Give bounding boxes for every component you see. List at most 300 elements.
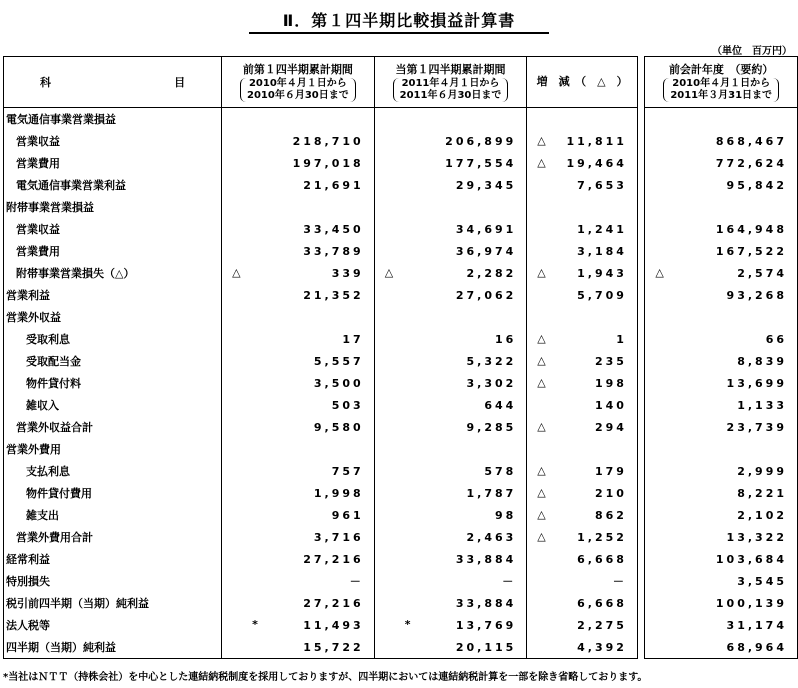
value-c [527, 526, 638, 548]
column-gap [637, 196, 644, 218]
value-d [645, 570, 798, 592]
row-label: 受取利息 [4, 328, 222, 350]
amount: 34,691 [455, 222, 517, 236]
value-c [527, 482, 638, 504]
value-b [374, 394, 527, 416]
value-a [222, 152, 375, 174]
value-b [374, 636, 527, 659]
page-title [0, 8, 798, 34]
row-label: 支払利息 [4, 460, 222, 482]
amount: 1,998 [313, 486, 364, 500]
amount: 3,716 [313, 530, 364, 544]
table-row [4, 482, 798, 504]
amount: － [502, 575, 517, 588]
amount: 2,999 [737, 464, 787, 478]
table-body [4, 108, 798, 659]
negative-mark: △ [537, 156, 546, 169]
amount: 66 [765, 332, 787, 346]
value-d [645, 526, 798, 548]
value-b [374, 416, 527, 438]
value-d [645, 284, 798, 306]
row-label: 営業外費用 [4, 438, 222, 460]
table-row [4, 306, 798, 328]
amount: 19,464 [566, 156, 627, 170]
header-curr-quarter-range [393, 78, 509, 102]
table-row [4, 504, 798, 526]
value-c [527, 504, 638, 526]
value-b [374, 306, 527, 328]
row-label: 特別損失 [4, 570, 222, 592]
negative-mark: △ [537, 420, 546, 433]
amount: 31,174 [726, 618, 787, 632]
table-row [4, 394, 798, 416]
negative-mark: △ [537, 376, 546, 389]
value-c [527, 196, 638, 218]
value-d [645, 328, 798, 350]
value-c [527, 174, 638, 196]
amount: 36,974 [455, 244, 517, 258]
amount: 9,580 [313, 420, 364, 434]
negative-mark: △ [537, 508, 546, 521]
column-gap [637, 372, 644, 394]
amount: 13,322 [726, 530, 787, 544]
negative-mark: △ [537, 354, 546, 367]
column-gap [637, 218, 644, 240]
negative-mark: △ [537, 486, 546, 499]
value-b [374, 460, 527, 482]
value-a [222, 394, 375, 416]
title-text: Ⅱ．第１四半期比較損益計算書 [249, 11, 550, 34]
header-prev-year-from: 2010年４月１日から [672, 77, 771, 89]
amount: 33,884 [455, 596, 517, 610]
value-a [222, 328, 375, 350]
value-a [222, 592, 375, 614]
amount: 8,221 [737, 486, 787, 500]
table-row [4, 614, 798, 636]
column-gap [637, 636, 644, 659]
header-prev-quarter [222, 57, 375, 108]
amount: 6,668 [577, 552, 627, 566]
amount: 1,133 [737, 398, 787, 412]
value-a [222, 218, 375, 240]
amount: 9,285 [466, 420, 517, 434]
value-b [374, 526, 527, 548]
value-b [374, 482, 527, 504]
row-label: 四半期（当期）純利益 [4, 636, 222, 659]
row-label: 附帯事業営業損失（△） [4, 262, 222, 284]
value-d [645, 152, 798, 174]
amount: 13,769 [455, 618, 517, 632]
value-d [645, 614, 798, 636]
value-d [645, 240, 798, 262]
amount: 7,653 [577, 178, 627, 192]
negative-mark: △ [232, 266, 241, 279]
negative-mark: △ [537, 530, 546, 543]
row-label: 雑収入 [4, 394, 222, 416]
column-gap [637, 482, 644, 504]
amount: 179 [594, 464, 627, 478]
row-label: 法人税等 [4, 614, 222, 636]
header-item [4, 57, 222, 108]
amount: 21,691 [303, 178, 364, 192]
header-row [4, 57, 798, 108]
amount: 218,710 [292, 134, 364, 148]
value-a [222, 526, 375, 548]
value-d [645, 636, 798, 659]
table-row [4, 570, 798, 592]
table-row [4, 372, 798, 394]
value-b [374, 614, 527, 636]
value-a [222, 438, 375, 460]
amount: 3,500 [313, 376, 364, 390]
value-c [527, 548, 638, 570]
row-label: 物件貸付費用 [4, 482, 222, 504]
amount: 1 [616, 332, 627, 346]
amount: 167,522 [715, 244, 787, 258]
header-item-left: 科 [40, 76, 51, 89]
column-gap [637, 526, 644, 548]
table-row [4, 284, 798, 306]
column-gap [637, 152, 644, 174]
value-c [527, 262, 638, 284]
amount: 5,322 [466, 354, 517, 368]
table-row [4, 526, 798, 548]
value-c [527, 350, 638, 372]
row-label: 経常利益 [4, 548, 222, 570]
amount: 644 [484, 398, 517, 412]
column-gap [637, 438, 644, 460]
amount: 868,467 [715, 134, 787, 148]
value-a [222, 350, 375, 372]
value-d [645, 416, 798, 438]
table-row [4, 636, 798, 659]
value-c [527, 240, 638, 262]
amount: 339 [331, 266, 364, 280]
amount: 3,302 [466, 376, 517, 390]
amount: 33,789 [303, 244, 364, 258]
header-change [527, 57, 638, 108]
header-prev-quarter-from: 2010年４月１日から [248, 77, 347, 89]
amount: － [349, 575, 364, 588]
column-gap [637, 306, 644, 328]
value-b [374, 504, 527, 526]
row-label: 営業収益 [4, 218, 222, 240]
amount: 13,699 [726, 376, 787, 390]
value-c [527, 570, 638, 592]
amount: 8,839 [737, 354, 787, 368]
value-a [222, 306, 375, 328]
amount: 29,345 [455, 178, 517, 192]
column-gap [637, 416, 644, 438]
table-row [4, 262, 798, 284]
column-gap [637, 328, 644, 350]
amount: 27,216 [303, 552, 364, 566]
row-label: 営業収益 [4, 130, 222, 152]
value-a [222, 130, 375, 152]
amount: 1,787 [466, 486, 517, 500]
amount: 757 [331, 464, 364, 478]
table-row [4, 328, 798, 350]
value-d [645, 262, 798, 284]
value-c [527, 218, 638, 240]
income-statement-table-wrap [3, 56, 798, 659]
value-c [527, 460, 638, 482]
amount: 93,268 [726, 288, 787, 302]
value-a [222, 482, 375, 504]
value-b [374, 240, 527, 262]
header-prev-quarter-range [240, 78, 356, 102]
amount: 23,739 [726, 420, 787, 434]
value-a [222, 636, 375, 659]
value-b [374, 372, 527, 394]
amount: 1,241 [577, 222, 627, 236]
value-a [222, 460, 375, 482]
table-row [4, 350, 798, 372]
amount: 862 [594, 508, 627, 522]
value-a [222, 196, 375, 218]
column-gap [637, 240, 644, 262]
amount: 17 [342, 332, 364, 346]
amount: 68,964 [726, 640, 787, 654]
column-gap [637, 614, 644, 636]
amount: 33,450 [303, 222, 364, 236]
value-b [374, 592, 527, 614]
amount: 294 [594, 420, 627, 434]
asterisk-mark: * [404, 618, 411, 631]
value-a [222, 262, 375, 284]
income-statement-table [3, 56, 798, 659]
value-d [645, 350, 798, 372]
footnote: *当社はＮＴＴ（持株会社）を中心とした連結納税制度を採用しておりますが、四半期においては連結納税計算を一部を除き省略しております。 [3, 672, 648, 683]
value-c [527, 108, 638, 131]
value-a [222, 372, 375, 394]
amount: 3,545 [737, 574, 787, 588]
amount: 5,709 [577, 288, 627, 302]
value-b [374, 174, 527, 196]
amount: 4,392 [577, 640, 627, 654]
value-b [374, 262, 527, 284]
amount: 197,018 [292, 156, 364, 170]
value-d [645, 306, 798, 328]
header-change-label: 増 減 （ △ ） [536, 75, 628, 88]
amount: 103,684 [715, 552, 787, 566]
value-a [222, 570, 375, 592]
amount: 210 [594, 486, 627, 500]
value-d [645, 108, 798, 131]
amount: 140 [594, 398, 627, 412]
asterisk-mark: * [252, 618, 258, 631]
header-gap [637, 57, 644, 108]
value-a [222, 416, 375, 438]
column-gap [637, 174, 644, 196]
column-gap [637, 504, 644, 526]
amount: 33,884 [455, 552, 517, 566]
row-label: 雑支出 [4, 504, 222, 526]
amount: 15,722 [303, 640, 364, 654]
amount: 27,216 [303, 596, 364, 610]
table-row [4, 460, 798, 482]
value-b [374, 438, 527, 460]
value-c [527, 152, 638, 174]
value-c [527, 614, 638, 636]
negative-mark: △ [537, 464, 546, 477]
negative-mark: △ [537, 332, 546, 345]
amount: 100,139 [715, 596, 787, 610]
amount: 235 [594, 354, 627, 368]
unit-label: （単位 百万円） [712, 46, 792, 57]
value-d [645, 438, 798, 460]
value-c [527, 372, 638, 394]
value-a [222, 174, 375, 196]
value-d [645, 218, 798, 240]
row-label: 電気通信事業営業損益 [4, 108, 222, 131]
amount: 6,668 [577, 596, 627, 610]
amount: 2,463 [466, 530, 517, 544]
row-label: 営業費用 [4, 152, 222, 174]
header-prev-year [645, 57, 798, 108]
row-label: 営業外収益 [4, 306, 222, 328]
negative-mark: △ [384, 266, 394, 279]
amount: 1,252 [577, 530, 627, 544]
amount: 98 [494, 508, 517, 522]
value-b [374, 130, 527, 152]
column-gap [637, 108, 644, 131]
amount: 21,352 [303, 288, 364, 302]
amount: 2,282 [466, 266, 517, 280]
row-label: 受取配当金 [4, 350, 222, 372]
value-b [374, 570, 527, 592]
column-gap [637, 592, 644, 614]
value-a [222, 108, 375, 131]
value-d [645, 504, 798, 526]
header-curr-quarter-from: 2011年４月１日から [401, 77, 500, 89]
value-a [222, 614, 375, 636]
amount: 11,811 [566, 134, 627, 148]
column-gap [637, 460, 644, 482]
value-d [645, 482, 798, 504]
value-c [527, 394, 638, 416]
row-label: 物件貸付料 [4, 372, 222, 394]
row-label: 附帯事業営業損益 [4, 196, 222, 218]
value-a [222, 504, 375, 526]
column-gap [637, 130, 644, 152]
table-row [4, 592, 798, 614]
header-prev-quarter-label: 前第１四半期累計期間 [242, 62, 353, 76]
value-d [645, 196, 798, 218]
value-d [645, 372, 798, 394]
amount: 206,899 [445, 134, 517, 148]
value-d [645, 174, 798, 196]
amount: － [612, 575, 627, 588]
value-d [645, 394, 798, 416]
amount: 5,557 [313, 354, 364, 368]
negative-mark: △ [655, 266, 664, 279]
column-gap [637, 394, 644, 416]
value-d [645, 592, 798, 614]
amount: 11,493 [303, 618, 364, 632]
value-c [527, 438, 638, 460]
header-prev-quarter-to: 2010年６月30日まで [247, 89, 349, 101]
value-c [527, 284, 638, 306]
row-label: 電気通信事業営業利益 [4, 174, 222, 196]
value-c [527, 130, 638, 152]
row-label: 営業費用 [4, 240, 222, 262]
row-label: 税引前四半期（当期）純利益 [4, 592, 222, 614]
value-b [374, 152, 527, 174]
row-label: 営業利益 [4, 284, 222, 306]
value-b [374, 548, 527, 570]
amount: 177,554 [445, 156, 517, 170]
value-c [527, 416, 638, 438]
header-prev-year-label: 前会計年度 （要約） [668, 62, 774, 76]
value-d [645, 130, 798, 152]
negative-mark: △ [537, 134, 546, 147]
header-curr-quarter-label: 当第１四半期累計期間 [395, 62, 506, 76]
amount: 95,842 [726, 178, 787, 192]
value-a [222, 240, 375, 262]
amount: 961 [331, 508, 364, 522]
amount: 2,574 [737, 266, 787, 280]
amount: 27,062 [455, 288, 517, 302]
table-row [4, 438, 798, 460]
amount: 1,943 [577, 266, 627, 280]
header-prev-year-to: 2011年３月31日まで [670, 89, 773, 101]
amount: 503 [331, 398, 364, 412]
amount: 198 [594, 376, 627, 390]
value-a [222, 548, 375, 570]
amount: 2,102 [737, 508, 787, 522]
header-curr-quarter [374, 57, 527, 108]
value-a [222, 284, 375, 306]
table-row [4, 108, 798, 131]
amount: 578 [484, 464, 517, 478]
value-b [374, 350, 527, 372]
column-gap [637, 548, 644, 570]
value-c [527, 592, 638, 614]
negative-mark: △ [537, 266, 546, 279]
amount: 3,184 [577, 244, 627, 258]
value-c [527, 636, 638, 659]
table-row [4, 174, 798, 196]
table-row [4, 218, 798, 240]
header-item-right: 目 [174, 76, 186, 89]
value-b [374, 328, 527, 350]
header-curr-quarter-to: 2011年６月30日まで [399, 89, 502, 101]
amount: 772,624 [715, 156, 787, 170]
row-label: 営業外収益合計 [4, 416, 222, 438]
table-row [4, 240, 798, 262]
row-label: 営業外費用合計 [4, 526, 222, 548]
amount: 20,115 [455, 640, 517, 654]
value-d [645, 460, 798, 482]
amount: 16 [494, 332, 517, 346]
value-b [374, 196, 527, 218]
value-c [527, 306, 638, 328]
value-c [527, 328, 638, 350]
column-gap [637, 350, 644, 372]
amount: 164,948 [715, 222, 787, 236]
value-d [645, 548, 798, 570]
column-gap [637, 284, 644, 306]
table-row [4, 548, 798, 570]
amount: 2,275 [577, 618, 627, 632]
value-b [374, 284, 527, 306]
column-gap [637, 570, 644, 592]
table-row [4, 152, 798, 174]
column-gap [637, 262, 644, 284]
value-b [374, 108, 527, 131]
table-row [4, 130, 798, 152]
